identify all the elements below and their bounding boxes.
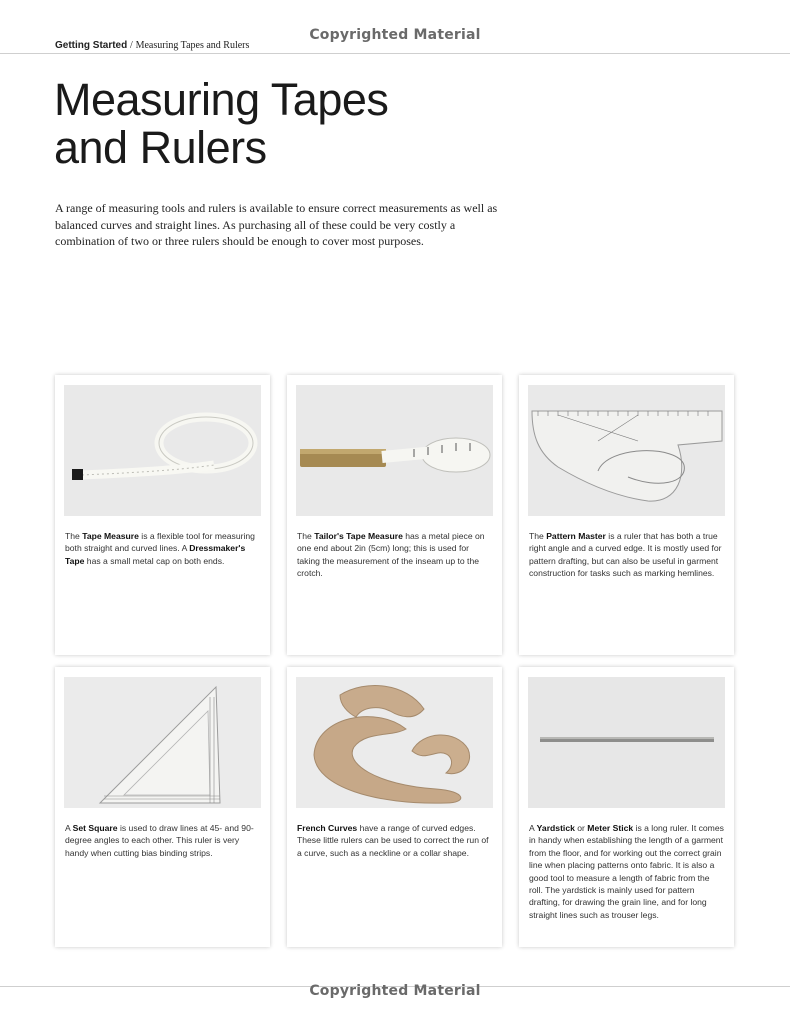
- tailors-tape-icon: [296, 385, 493, 516]
- set-square-photo: [64, 677, 261, 808]
- card-caption: The Pattern Master is a ruler that has both a true right angle and a curved edge. It is mostly used for pattern drafting, but can also be useful in garment construction for tasks such as marking hemlines.: [529, 531, 722, 579]
- breadcrumb-separator: /: [130, 40, 133, 51]
- french-curves-icon: [296, 677, 493, 808]
- card-caption: French Curves have a range of curved edges. These little rulers can be used to correct the run of a curve, such as a neckline or a collar shape.: [297, 823, 489, 858]
- term-tailors-tape-measure: Tailor's Tape Measure: [314, 531, 403, 541]
- card-set-square: [55, 667, 270, 947]
- page-title-line-1: Measuring Tapes: [54, 74, 389, 125]
- tape-measure-photo: [64, 385, 261, 516]
- pattern-master-photo: [528, 385, 725, 516]
- card-tape-measure: [55, 375, 270, 655]
- term-tape-measure: Tape Measure: [82, 531, 139, 541]
- card-caption: A Yardstick or Meter Stick is a long ruler. It comes in handy when establishing the length of a garment from the floor, and for working out the correct grain line when placing patterns onto fabric. It is also a good tool to measure a length of fabric from the roll. The yardstick is mainly used for pattern drafting, for drawing the grain line, and for long straight lines such as trouser legs.: [529, 823, 724, 920]
- french-curves-photo: [296, 677, 493, 808]
- pattern-master-icon: [528, 385, 725, 516]
- intro-paragraph: A range of measuring tools and rulers is available to ensure correct measurements as well as balanced curves and straight lines. As purchasing all of these could be very costly a combination of two or three rulers should be enough to cover most purposes.: [55, 201, 498, 248]
- card-french-curves: [287, 667, 502, 947]
- term-set-square: Set Square: [72, 823, 118, 833]
- breadcrumb-section: Getting Started: [55, 40, 128, 51]
- term-yardstick: Yardstick: [536, 823, 575, 833]
- breadcrumb: [55, 40, 249, 51]
- card-pattern-master: [519, 375, 734, 655]
- breadcrumb-current: Measuring Tapes and Rulers: [135, 40, 250, 51]
- copyright-watermark-top: Copyrighted Material: [309, 27, 481, 43]
- card-caption: A Set Square is used to draw lines at 45- and 90-degree angles to each other. This ruler is very handy when cutting bias binding strips.: [65, 823, 254, 858]
- term-pattern-master: Pattern Master: [546, 531, 606, 541]
- copyright-watermark-bottom: Copyrighted Material: [309, 983, 481, 999]
- yardstick-icon: [528, 677, 725, 808]
- page-title-line-2: and Rulers: [54, 122, 267, 173]
- header-divider: [0, 53, 790, 54]
- card-caption: The Tailor's Tape Measure has a metal piece on one end about 2in (5cm) long; this is used for taking the measurement of the inseam up to the crotch.: [297, 531, 485, 579]
- term-meter-stick: Meter Stick: [587, 823, 634, 833]
- card-tailors-tape: [287, 375, 502, 655]
- tailors-tape-photo: [296, 385, 493, 516]
- term-dressmakers-tape: Dressmaker's Tape: [65, 543, 246, 566]
- card-caption: The Tape Measure is a flexible tool for measuring both straight and curved lines. A Dressmaker's Tape has a small metal cap on both ends.: [65, 531, 255, 566]
- yardstick-photo: [528, 677, 725, 808]
- set-square-icon: [64, 677, 261, 808]
- page-title: [54, 76, 474, 172]
- term-french-curves: French Curves: [297, 823, 358, 833]
- card-yardstick: [519, 667, 734, 947]
- tape-measure-icon: [64, 385, 261, 516]
